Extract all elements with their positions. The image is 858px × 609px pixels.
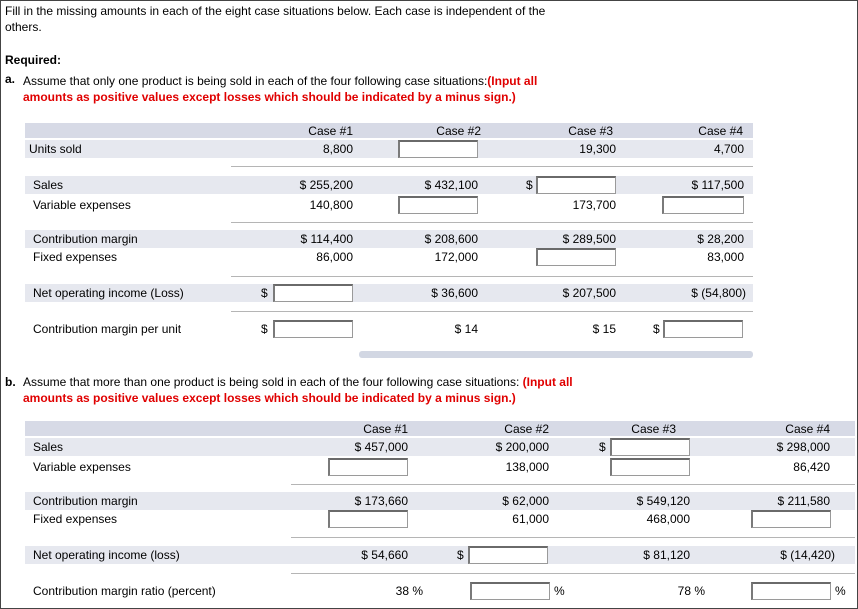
a-noi-case2: $ 36,600 — [431, 286, 478, 300]
a-units-case2-input[interactable] — [398, 140, 478, 158]
b-var-label: Variable expenses — [33, 460, 131, 474]
a-cm-case1: $ 114,400 — [300, 232, 353, 246]
a-sales-case4: $ 117,500 — [691, 178, 744, 192]
a-var-case3: 173,700 — [572, 198, 616, 212]
divider — [231, 276, 753, 277]
a-cmu-case2: $ 14 — [454, 322, 478, 336]
a-sales-case1: $ 255,200 — [299, 178, 353, 192]
b-cm-case4: $ 211,580 — [777, 494, 830, 508]
a-noi-case3: $ 207,500 — [562, 286, 616, 300]
a-cmu-case1-input[interactable] — [273, 320, 353, 338]
divider — [291, 484, 855, 485]
a-fixed-case2: 172,000 — [434, 250, 478, 264]
a-var-case1: 140,800 — [309, 198, 353, 212]
a-units-case4: 4,700 — [713, 142, 744, 156]
b-fixed-label: Fixed expenses — [33, 512, 118, 526]
part-a-letter: a. — [5, 72, 16, 86]
part-a-red-note: (Input all — [487, 74, 538, 88]
a-cmu-case4-dollar: $ — [653, 322, 660, 336]
b-var-case4: 86,420 — [793, 460, 830, 474]
a-cm-case4: $ 28,200 — [697, 232, 744, 246]
a-cm-case3: $ 289,500 — [562, 232, 616, 246]
part-a-red-note-cont: amounts as positive values except losses which should be indicated by a minus sign.) — [23, 90, 516, 104]
a-var-case2-input[interactable] — [398, 196, 478, 214]
b-cm-case2: $ 62,000 — [502, 494, 549, 508]
b-ratio-case2-input[interactable] — [470, 582, 550, 600]
a-fixed-case1: 86,000 — [316, 250, 353, 264]
a-sales-case2: $ 432,100 — [424, 178, 478, 192]
b-fixed-case2: 61,000 — [512, 512, 549, 526]
a-units-case1: 8,800 — [322, 142, 353, 156]
b-ratio-label: Contribution margin ratio (percent) — [33, 584, 216, 598]
b-ratio-case3: 78 % — [677, 584, 705, 598]
divider — [231, 311, 753, 312]
intro-text: Fill in the missing amounts in each of the eight case situations below. Each case is independent of the — [5, 4, 546, 18]
b-sales-case3-input[interactable] — [610, 438, 690, 456]
a-noi-case4: $ (54,800) — [691, 286, 746, 300]
a-var-label: Variable expenses — [33, 198, 131, 212]
a-cmu-case4-input[interactable] — [663, 320, 743, 338]
b-ratio-case4-input[interactable] — [751, 582, 831, 600]
part-a-instruction — [23, 74, 537, 88]
b-sales-case2: $ 200,000 — [495, 440, 549, 454]
a-header-case2: Case #2 — [436, 124, 481, 138]
divider — [231, 222, 753, 223]
b-sales-case4: $ 298,000 — [776, 440, 830, 454]
a-sales-case3-dollar: $ — [526, 178, 533, 192]
required-heading: Required: — [5, 53, 62, 67]
a-sales-case3-input[interactable] — [536, 176, 616, 194]
a-header-case3: Case #3 — [568, 124, 613, 138]
b-noi-case2-dollar: $ — [457, 548, 464, 562]
b-sales-label: Sales — [33, 440, 64, 454]
a-cm-label: Contribution margin — [33, 232, 138, 246]
a-noi-case1-dollar: $ — [261, 286, 268, 300]
b-fixed-case1-input[interactable] — [328, 510, 408, 528]
b-header-case2: Case #2 — [504, 422, 549, 436]
b-noi-case2-input[interactable] — [468, 546, 548, 564]
b-var-case2: 138,000 — [505, 460, 549, 474]
a-var-case4-input[interactable] — [662, 196, 744, 214]
a-sales-label: Sales — [33, 178, 64, 192]
a-fixed-label: Fixed expenses — [33, 250, 118, 264]
part-b-red-note: (Input all — [522, 375, 573, 389]
divider — [231, 166, 753, 167]
intro-text-cont: others. — [5, 20, 42, 34]
b-var-case3-input[interactable] — [610, 458, 690, 476]
part-b-instruction — [23, 375, 573, 389]
b-fixed-case3: 468,000 — [646, 512, 690, 526]
part-b-red-note-cont: amounts as positive values except losses which should be indicated by a minus sign.) — [23, 391, 516, 405]
a-noi-label: Net operating income (Loss) — [33, 286, 184, 300]
a-cmu-case1-dollar: $ — [261, 322, 268, 336]
a-cmu-label: Contribution margin per unit — [33, 322, 182, 336]
b-header-case4: Case #4 — [785, 422, 830, 436]
section-separator — [359, 351, 753, 358]
part-b-text: Assume that more than one product is being sold in each of the four following case situations: — [23, 375, 520, 389]
b-var-case1-input[interactable] — [328, 458, 408, 476]
a-header-case1: Case #1 — [308, 124, 353, 138]
b-header-case1: Case #1 — [363, 422, 408, 436]
b-sales-case1: $ 457,000 — [354, 440, 408, 454]
b-noi-case4: $ (14,420) — [780, 548, 835, 562]
divider — [291, 537, 855, 538]
b-noi-case3: $ 81,120 — [643, 548, 690, 562]
part-b-letter: b. — [5, 375, 16, 389]
b-noi-label: Net operating income (loss) — [33, 548, 180, 562]
b-fixed-case4-input[interactable] — [751, 510, 831, 528]
b-cm-case3: $ 549,120 — [636, 494, 690, 508]
part-a-text: Assume that only one product is being sold in each of the four following case situations: — [23, 74, 488, 88]
b-sales-case3-dollar: $ — [599, 440, 606, 454]
b-cm-case1: $ 173,660 — [354, 494, 408, 508]
a-header-case4: Case #4 — [698, 124, 743, 138]
b-header-case3: Case #3 — [631, 422, 676, 436]
b-cm-label: Contribution margin — [33, 494, 138, 508]
a-units-case3: 19,300 — [579, 142, 616, 156]
a-cm-case2: $ 208,600 — [424, 232, 478, 246]
b-ratio-case1: 38 % — [395, 584, 423, 598]
b-noi-case1: $ 54,660 — [361, 548, 408, 562]
b-ratio-case2-percent: % — [554, 584, 565, 598]
a-fixed-case3-input[interactable] — [536, 248, 616, 266]
a-fixed-case4: 83,000 — [707, 250, 744, 264]
a-units-label: Units sold — [29, 142, 82, 156]
a-noi-case1-input[interactable] — [273, 284, 353, 302]
a-cmu-case3: $ 15 — [592, 322, 616, 336]
b-ratio-case4-percent: % — [835, 584, 846, 598]
divider — [291, 573, 855, 574]
